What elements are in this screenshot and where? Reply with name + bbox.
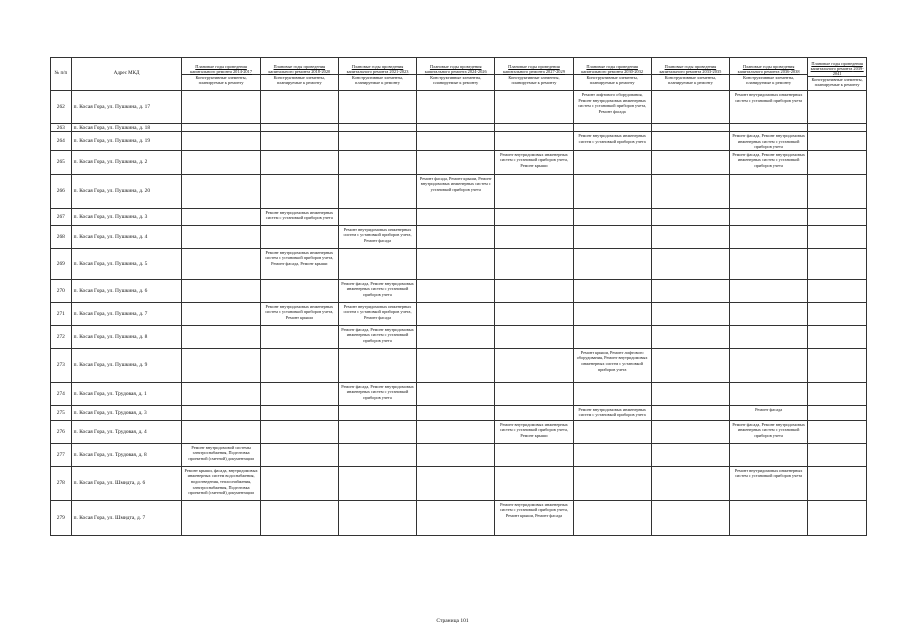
repair-works-cell xyxy=(338,150,416,174)
row-number: 268 xyxy=(51,225,72,248)
period-years: 2021-2023 xyxy=(389,68,409,74)
table-row xyxy=(51,405,867,420)
repair-works-cell xyxy=(730,325,808,348)
repair-works-cell: Ремонт внутридомовых инженерных систем с установкой приборов учета, Ремонт фасада xyxy=(338,225,416,248)
period-subtitle: Конструктивные элементы, планируемые к ремонту xyxy=(495,74,572,86)
repair-works-cell xyxy=(260,466,338,500)
row-number: 279 xyxy=(51,500,72,535)
repair-works-cell xyxy=(182,124,260,132)
repair-works-cell xyxy=(495,466,573,500)
repair-works-cell xyxy=(417,279,495,302)
repair-works-cell xyxy=(495,124,573,132)
table-row xyxy=(51,325,867,348)
repair-works-cell xyxy=(808,174,867,208)
row-address: п. Косая Гора, ул. Пушкина, д. 20 xyxy=(71,174,182,208)
repair-works-cell xyxy=(730,382,808,405)
repair-works-cell xyxy=(260,150,338,174)
repair-works-cell: Ремонт внутридомовых инженерных систем с установкой приборов учета xyxy=(573,405,651,420)
row-address: п. Косая Гора, ул. Пушкина, д. 3 xyxy=(71,208,182,225)
repair-works-cell xyxy=(417,302,495,325)
repair-works-cell xyxy=(260,348,338,382)
repair-works-cell xyxy=(573,225,651,248)
repair-works-cell xyxy=(182,302,260,325)
repair-works-cell xyxy=(495,382,573,405)
repair-works-cell xyxy=(573,150,651,174)
repair-works-cell xyxy=(417,443,495,466)
repair-works-cell xyxy=(495,248,573,279)
repair-works-cell xyxy=(495,91,573,124)
column-header-period xyxy=(182,58,260,91)
repair-works-cell xyxy=(808,405,867,420)
table-row xyxy=(51,174,867,208)
repair-works-cell xyxy=(338,91,416,124)
capital-repair-table xyxy=(50,57,867,536)
row-number: 273 xyxy=(51,348,72,382)
row-address: п. Косая Гора, ул. Пушкина, д. 4 xyxy=(71,225,182,248)
repair-works-cell xyxy=(651,443,729,466)
repair-works-cell xyxy=(808,279,867,302)
repair-works-cell xyxy=(417,420,495,443)
repair-works-cell xyxy=(417,405,495,420)
table-row xyxy=(51,225,867,248)
repair-works-cell xyxy=(338,132,416,151)
column-header-period xyxy=(495,58,573,91)
repair-works-cell xyxy=(495,225,573,248)
repair-works-cell xyxy=(417,150,495,174)
table-row xyxy=(51,500,867,535)
period-years: 2039-2041 xyxy=(832,66,864,76)
repair-works-cell xyxy=(651,91,729,124)
repair-works-cell: Ремонт фасада, Ремонт крыши, Ремонт внутридомовых инженерных систем с установкой приборов учета xyxy=(417,174,495,208)
period-subtitle: Конструктивные элементы, планируемые к ремонту xyxy=(574,74,651,86)
period-title: Плановые годы проведения капитального ремонта 2021-2023 xyxy=(346,63,409,74)
row-address: п. Косая Гора, ул. Пушкина, д. 6 xyxy=(71,279,182,302)
repair-works-cell xyxy=(338,500,416,535)
repair-works-cell xyxy=(182,382,260,405)
repair-works-cell xyxy=(417,348,495,382)
repair-works-cell xyxy=(182,500,260,535)
repair-works-cell xyxy=(730,124,808,132)
row-address: п. Косая Гора, ул. Трудовая, д. 1 xyxy=(71,382,182,405)
row-number: 272 xyxy=(51,325,72,348)
column-header-period xyxy=(573,58,651,91)
repair-works-cell xyxy=(808,91,867,124)
repair-works-cell: Ремонт внутридомовых инженерных систем с установкой приборов учета, Ремонт крыши xyxy=(495,150,573,174)
repair-works-cell xyxy=(808,466,867,500)
row-number: 264 xyxy=(51,132,72,151)
repair-works-cell xyxy=(182,420,260,443)
repair-works-cell xyxy=(651,208,729,225)
repair-works-cell xyxy=(730,279,808,302)
repair-works-cell xyxy=(495,443,573,466)
column-header-address: Адрес МКД xyxy=(71,58,182,91)
repair-works-cell xyxy=(808,225,867,248)
repair-works-cell xyxy=(573,248,651,279)
table-row xyxy=(51,302,867,325)
period-years: 2027-2029 xyxy=(545,68,565,74)
repair-works-cell xyxy=(651,500,729,535)
repair-works-cell xyxy=(260,225,338,248)
repair-works-cell xyxy=(573,443,651,466)
repair-works-cell xyxy=(495,302,573,325)
row-number: 266 xyxy=(51,174,72,208)
row-address: п. Косая Гора, ул. Трудовая, д. 8 xyxy=(71,443,182,466)
period-title: Плановые годы проведения капитального ремонта 2018-2020 xyxy=(268,63,331,74)
repair-works-cell xyxy=(651,248,729,279)
repair-works-cell xyxy=(573,208,651,225)
repair-works-cell xyxy=(730,248,808,279)
repair-works-cell xyxy=(417,91,495,124)
repair-works-cell xyxy=(338,466,416,500)
repair-works-cell xyxy=(417,466,495,500)
row-number: 276 xyxy=(51,420,72,443)
repair-works-cell xyxy=(338,124,416,132)
repair-works-cell: Ремонт внутридомовых инженерных систем с установкой приборов учета, Ремонт фасада, Ремонт крыши xyxy=(260,248,338,279)
period-subtitle: Конструктивные элементы, планируемые к ремонту xyxy=(417,74,494,86)
period-years: 2014-2017 xyxy=(232,68,253,74)
repair-works-cell xyxy=(808,325,867,348)
repair-works-cell xyxy=(495,325,573,348)
repair-works-cell xyxy=(808,208,867,225)
period-title: Плановые годы проведения капитального ремонта 2033-2035 xyxy=(659,63,722,74)
repair-works-cell xyxy=(338,443,416,466)
row-number: 274 xyxy=(51,382,72,405)
table-row xyxy=(51,382,867,405)
repair-works-cell xyxy=(808,420,867,443)
repair-works-cell: Ремонт фасада, Ремонт внутридомовых инженерных систем с установкой приборов учета xyxy=(730,420,808,443)
repair-works-cell xyxy=(495,405,573,420)
repair-works-cell xyxy=(260,124,338,132)
repair-works-cell: Ремонт фасада xyxy=(730,405,808,420)
repair-works-cell xyxy=(495,174,573,208)
repair-works-cell xyxy=(808,302,867,325)
repair-works-cell xyxy=(338,405,416,420)
repair-works-cell xyxy=(651,382,729,405)
repair-works-cell xyxy=(808,248,867,279)
repair-works-cell xyxy=(260,500,338,535)
repair-works-cell xyxy=(417,124,495,132)
row-address: п. Косая Гора, ул. Пушкина, д. 8 xyxy=(71,325,182,348)
repair-works-cell xyxy=(651,132,729,151)
repair-works-cell xyxy=(182,132,260,151)
repair-works-cell xyxy=(730,174,808,208)
repair-works-cell: Ремонт внутридомовых инженерных систем с установкой приборов учета, Ремонт фасада xyxy=(338,302,416,325)
repair-works-cell xyxy=(260,132,338,151)
repair-works-cell xyxy=(730,500,808,535)
repair-works-cell xyxy=(495,132,573,151)
repair-works-cell xyxy=(338,248,416,279)
table-row xyxy=(51,466,867,500)
period-subtitle: Конструктивные элементы, планируемые к ремонту xyxy=(182,74,259,86)
repair-works-cell xyxy=(495,208,573,225)
repair-works-cell xyxy=(417,382,495,405)
repair-works-cell: Ремонт внутридомовых инженерных систем с установкой приборов учета, Ремонт крыши, Ремонт фасада xyxy=(495,500,573,535)
repair-works-cell xyxy=(495,279,573,302)
table-row xyxy=(51,132,867,151)
period-title: Плановые годы проведения капитального ремонта 2027-2029 xyxy=(503,63,565,74)
repair-works-cell xyxy=(260,382,338,405)
repair-works-cell xyxy=(182,225,260,248)
repair-works-cell xyxy=(495,348,573,382)
column-header-number: № п/п xyxy=(51,58,72,91)
repair-works-cell xyxy=(573,279,651,302)
repair-works-cell: Ремонт фасада, Ремонт внутридомовых инженерных систем с установкой приборов учета xyxy=(338,279,416,302)
repair-works-cell xyxy=(730,348,808,382)
repair-works-cell xyxy=(182,279,260,302)
column-header-period xyxy=(651,58,729,91)
repair-works-cell xyxy=(338,348,416,382)
row-number: 270 xyxy=(51,279,72,302)
period-subtitle: Конструктивные элементы, планируемые к ремонту xyxy=(808,76,866,88)
repair-works-cell xyxy=(417,208,495,225)
row-number: 267 xyxy=(51,208,72,225)
table-row xyxy=(51,208,867,225)
repair-works-cell xyxy=(182,405,260,420)
page-number: Страница 101 xyxy=(436,618,469,624)
table-row xyxy=(51,150,867,174)
repair-works-cell xyxy=(730,302,808,325)
repair-works-cell xyxy=(260,420,338,443)
repair-works-cell: Ремонт фасада, Ремонт внутридомовых инженерных систем с установкой приборов учета xyxy=(730,150,808,174)
row-address: п. Косая Гора, ул. Пушкина, д. 18 xyxy=(71,124,182,132)
repair-works-cell: Ремонт внутридомовых инженерных систем с установкой приборов учета, Ремонт крыши xyxy=(495,420,573,443)
repair-works-cell: Ремонт внутридомовой системы электроснабжения, Подготовка проектной (сметной) документации xyxy=(182,443,260,466)
table-row xyxy=(51,348,867,382)
repair-works-cell: Ремонт лифтового оборудования, Ремонт внутридомовых инженерных систем с установкой приборов учета, Ремонт фасада xyxy=(573,91,651,124)
period-subtitle: Конструктивные элементы, планируемые к ремонту xyxy=(261,74,338,86)
repair-works-cell xyxy=(730,225,808,248)
repair-works-cell: Ремонт внутридомовых инженерных систем с установкой приборов учета xyxy=(260,208,338,225)
repair-works-cell xyxy=(182,150,260,174)
table-row xyxy=(51,91,867,124)
repair-works-cell: Ремонт внутридомовых инженерных систем с установкой приборов учета xyxy=(573,132,651,151)
repair-works-cell xyxy=(182,248,260,279)
repair-works-cell xyxy=(338,174,416,208)
repair-works-cell: Ремонт крыши, фасада, внутридомовых инженерных систем водоснабжения, водоотведения, теплоснабжения, электроснабжения, Подготовка проектной (сметной) документации xyxy=(182,466,260,500)
row-address: п. Косая Гора, ул. Пушкина, д. 19 xyxy=(71,132,182,151)
repair-works-cell xyxy=(573,500,651,535)
repair-works-cell xyxy=(651,302,729,325)
repair-works-cell xyxy=(651,279,729,302)
row-number: 271 xyxy=(51,302,72,325)
row-address: п. Косая Гора, ул. Трудовая, д. 4 xyxy=(71,420,182,443)
row-address: п. Косая Гора, ул. Пушкина, д. 2 xyxy=(71,150,182,174)
repair-works-cell: Ремонт фасада, Ремонт внутридомовых инженерных систем с установкой приборов учета xyxy=(730,132,808,151)
column-header-period xyxy=(808,58,867,91)
row-address: п. Косая Гора, ул. Пушкина, д. 5 xyxy=(71,248,182,279)
repair-works-cell xyxy=(182,208,260,225)
period-years: 2033-2035 xyxy=(702,68,722,74)
repair-works-cell xyxy=(573,466,651,500)
row-number: 263 xyxy=(51,124,72,132)
repair-works-cell xyxy=(651,150,729,174)
repair-works-cell xyxy=(808,348,867,382)
row-number: 262 xyxy=(51,91,72,124)
repair-works-cell xyxy=(573,174,651,208)
repair-works-cell xyxy=(182,325,260,348)
repair-works-cell xyxy=(260,279,338,302)
repair-works-cell xyxy=(730,208,808,225)
table-row xyxy=(51,124,867,132)
period-title: Плановые годы проведения капитального ремонта 2014-2017 xyxy=(190,63,253,74)
row-address: п. Косая Гора, ул. Пушкина, д. 9 xyxy=(71,348,182,382)
repair-works-cell xyxy=(808,443,867,466)
repair-works-cell: Ремонт фасада, Ремонт внутридомовых инженерных систем с установкой приборов учета xyxy=(338,325,416,348)
column-header-period xyxy=(338,58,416,91)
repair-works-cell xyxy=(808,124,867,132)
repair-works-cell xyxy=(182,174,260,208)
row-address: п. Косая Гора, ул. Пушкина, д. 7 xyxy=(71,302,182,325)
repair-works-cell xyxy=(182,91,260,124)
row-address: п. Косая Гора, ул. Трудовая, д. 3 xyxy=(71,405,182,420)
repair-works-cell xyxy=(573,124,651,132)
repair-works-cell xyxy=(417,500,495,535)
period-title: Плановые годы проведения капитального ремонта 2030-2032 xyxy=(581,63,644,74)
row-number: 275 xyxy=(51,405,72,420)
repair-works-cell xyxy=(808,150,867,174)
repair-works-cell: Ремонт фасада, Ремонт внутридомовых инженерных систем с установкой приборов учета xyxy=(338,382,416,405)
repair-works-cell xyxy=(260,174,338,208)
repair-works-cell xyxy=(417,225,495,248)
period-title: Плановые годы проведения капитального ремонта 2024-2026 xyxy=(424,63,487,74)
repair-works-cell xyxy=(573,325,651,348)
repair-works-cell xyxy=(260,91,338,124)
repair-works-cell xyxy=(651,405,729,420)
repair-works-cell xyxy=(182,348,260,382)
repair-works-cell: Ремонт внутридомовых инженерных систем с установкой приборов учета xyxy=(730,91,808,124)
repair-works-cell xyxy=(651,174,729,208)
repair-works-cell xyxy=(417,248,495,279)
period-subtitle: Конструктивные элементы, планируемые к ремонту xyxy=(730,74,807,86)
repair-works-cell xyxy=(260,325,338,348)
repair-works-cell xyxy=(651,225,729,248)
repair-works-cell xyxy=(573,382,651,405)
repair-works-cell xyxy=(651,124,729,132)
repair-works-cell xyxy=(260,405,338,420)
column-header-period xyxy=(417,58,495,91)
repair-works-cell xyxy=(651,348,729,382)
row-number: 265 xyxy=(51,150,72,174)
period-title: Плановые годы проведения капитального ремонта 2039-2041 xyxy=(810,61,864,76)
repair-works-cell xyxy=(651,420,729,443)
table-row xyxy=(51,248,867,279)
repair-works-cell xyxy=(338,420,416,443)
row-address: п. Косая Гора, ул. Пушкина, д. 17 xyxy=(71,91,182,124)
period-years: 2024-2026 xyxy=(467,68,487,74)
period-subtitle: Конструктивные элементы, планируемые к ремонту xyxy=(339,74,416,86)
period-years: 2030-2032 xyxy=(624,68,644,74)
table-row xyxy=(51,443,867,466)
repair-works-cell xyxy=(651,325,729,348)
repair-works-cell: Ремонт внутридомовых инженерных систем с установкой приборов учета xyxy=(730,466,808,500)
repair-works-cell: Ремонт крыши, Ремонт лифтового оборудования, Ремонт внутридомовых инженерных систем с установкой приборов учета xyxy=(573,348,651,382)
repair-works-cell xyxy=(651,466,729,500)
repair-works-cell xyxy=(730,443,808,466)
repair-works-cell xyxy=(808,132,867,151)
table-row xyxy=(51,420,867,443)
period-years: 2018-2020 xyxy=(311,68,331,74)
row-address: п. Косая Гора, ул. Шмидта, д. 6 xyxy=(71,466,182,500)
repair-works-cell xyxy=(573,302,651,325)
repair-works-cell xyxy=(417,132,495,151)
repair-works-cell xyxy=(417,325,495,348)
repair-works-cell xyxy=(338,208,416,225)
period-years: 2036-2038 xyxy=(780,68,800,74)
repair-works-cell xyxy=(573,420,651,443)
row-number: 269 xyxy=(51,248,72,279)
repair-works-cell xyxy=(260,443,338,466)
row-number: 277 xyxy=(51,443,72,466)
period-title: Плановые годы проведения капитального ремонта 2036-2038 xyxy=(737,63,800,74)
column-header-period xyxy=(260,58,338,91)
repair-works-cell xyxy=(808,382,867,405)
repair-works-cell xyxy=(808,500,867,535)
row-number: 278 xyxy=(51,466,72,500)
row-address: п. Косая Гора, ул. Шмидта, д. 7 xyxy=(71,500,182,535)
period-subtitle: Конструктивные элементы, планируемые к ремонту xyxy=(652,74,729,86)
column-header-period xyxy=(730,58,808,91)
table-header-row xyxy=(51,58,867,91)
table-row xyxy=(51,279,867,302)
repair-works-cell: Ремонт внутридомовых инженерных систем с установкой приборов учета, Ремонт крыши xyxy=(260,302,338,325)
